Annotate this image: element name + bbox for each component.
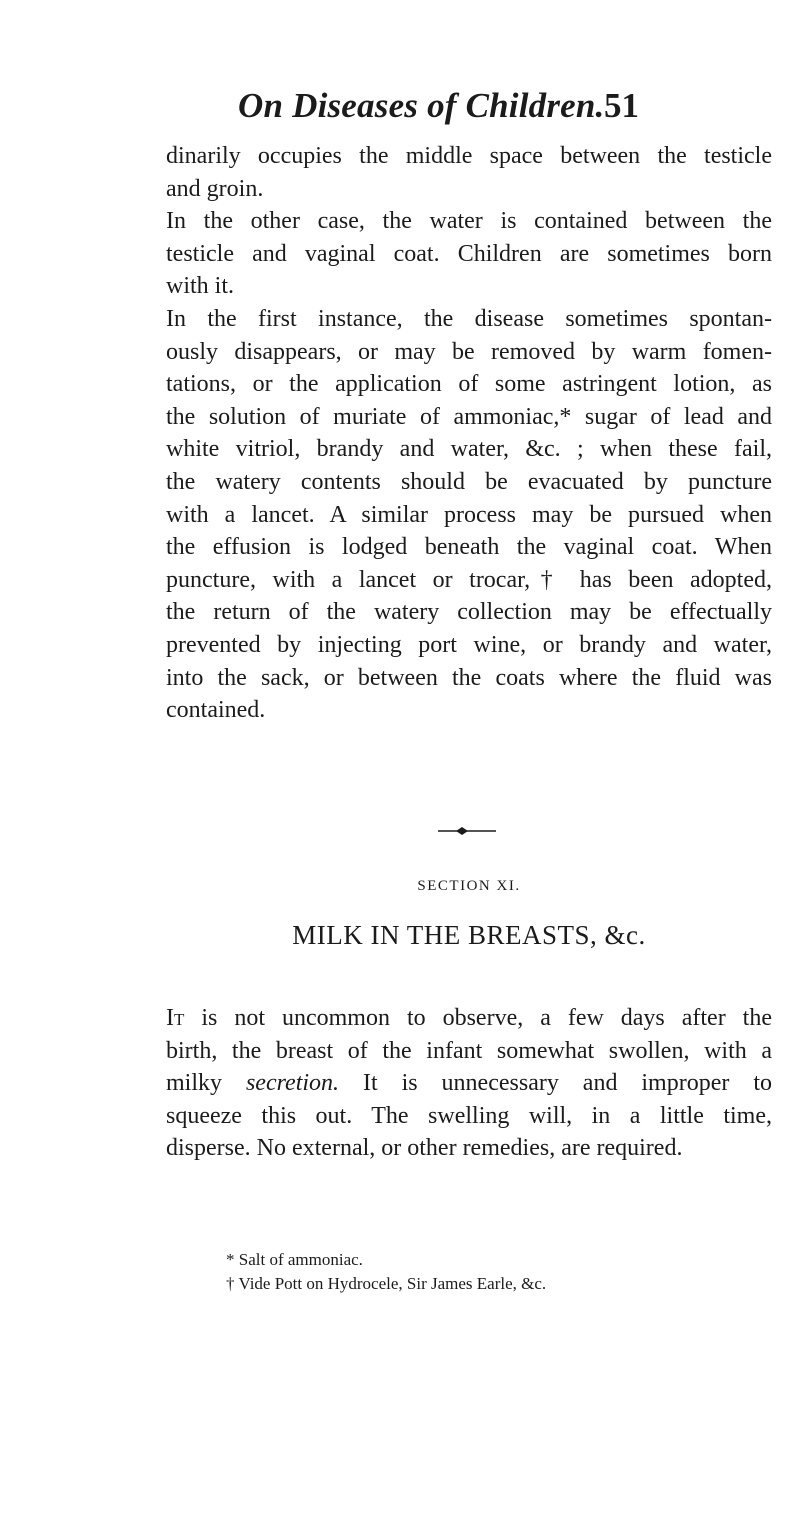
ornamental-divider	[436, 826, 498, 836]
running-head	[238, 86, 638, 136]
text-line: with it.	[166, 273, 235, 300]
text-line: In the other case, the water is contained between the	[166, 208, 772, 235]
text-line: In the first instance, the disease sometimes spontan-	[166, 305, 772, 332]
text-line: into the sack, or between the coats where the fluid was	[166, 664, 772, 691]
text-line: with a lancet. A similar process may be pursued when	[166, 501, 772, 528]
line-text: is not uncommon to observe, a few days after the	[184, 1005, 772, 1031]
running-title: On Diseases of Children.	[238, 86, 605, 125]
text-line: disperse. No external, or other remedies, are required.	[166, 1135, 683, 1162]
footnote: † Vide Pott on Hydrocele, Sir James Earle, &c.	[226, 1274, 547, 1293]
text-line: the solution of muriate of ammoniac,* sugar of lead and	[166, 403, 772, 430]
text-line: birth, the breast of the infant somewhat swollen, with a	[166, 1037, 772, 1064]
text-line: the return of the watery collection may be effectually	[166, 599, 772, 626]
text-line: contained.	[166, 697, 266, 724]
text-line: the watery contents should be evacuated by puncture	[166, 468, 772, 495]
footnote: * Salt of ammoniac.	[226, 1250, 363, 1269]
text-line: prevented by injecting port wine, or brandy and water,	[166, 631, 772, 658]
text-line	[166, 1067, 772, 1100]
section-heading: MILK IN THE BREASTS, &c.	[292, 920, 646, 950]
text-line: dinarily occupies the middle space between the testicle	[166, 143, 772, 169]
line-text: milky	[166, 1070, 246, 1097]
text-line: and groin.	[166, 175, 264, 202]
line-text: It is unnecessary and improper to	[339, 1070, 772, 1097]
drop-word: It	[166, 1005, 185, 1031]
text-line: white vitriol, brandy and water, &c. ; when these fail,	[166, 436, 772, 463]
text-line: the effusion is lodged beneath the vaginal coat. When	[166, 534, 772, 561]
text-line	[166, 1002, 772, 1035]
text-line: squeeze this out. The swelling will, in a little time,	[166, 1102, 772, 1129]
text-line: ously disappears, or may be removed by warm fomen-	[166, 338, 772, 365]
text-line: puncture, with a lancet or trocar,† has been adopted,	[166, 566, 772, 593]
paragraph-water-contained	[166, 205, 772, 303]
text-line: testicle and vaginal coat. Children are sometimes born	[166, 240, 772, 267]
section-number: SECTION XI.	[417, 878, 521, 894]
text-line: tations, or the application of some astringent lotion, as	[166, 371, 772, 398]
footnotes	[226, 1248, 766, 1296]
body-text-top	[166, 140, 772, 727]
italic-word: secretion.	[245, 1070, 340, 1097]
page-number: 51	[604, 86, 639, 125]
paragraph-milk-in-breasts	[166, 1002, 772, 1165]
paragraph-first-instance	[166, 303, 772, 727]
